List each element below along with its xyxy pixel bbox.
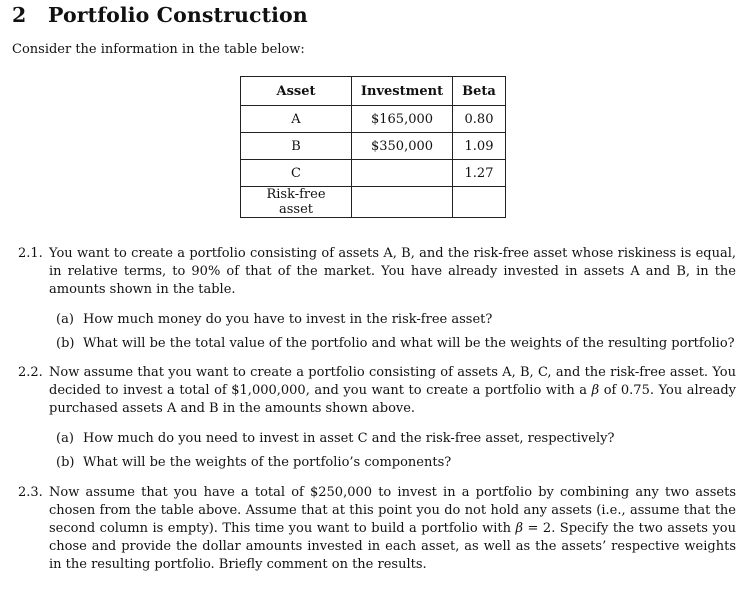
cell-beta: 1.09 (453, 133, 506, 160)
table-row (241, 106, 506, 133)
section-heading (12, 3, 308, 27)
subquestion-label: (b) (56, 336, 75, 351)
table-row (241, 160, 506, 187)
beta-equation: = 2 (523, 521, 552, 536)
section-title: Portfolio Construction (48, 3, 308, 27)
cell-investment: $165,000 (352, 106, 453, 133)
question-2-1-b (56, 335, 736, 353)
cell-beta: 0.80 (453, 106, 506, 133)
assets-table (240, 76, 506, 218)
question-number: 2.2. (18, 365, 43, 380)
header-investment: Investment (352, 77, 453, 106)
table-row (241, 133, 506, 160)
question-number: 2.1. (18, 246, 43, 261)
subquestion-label: (a) (56, 431, 74, 446)
cell-beta: 1.27 (453, 160, 506, 187)
cell-investment (352, 160, 453, 187)
cell-asset: C (241, 160, 352, 187)
question-number: 2.3. (18, 485, 43, 500)
cell-investment (352, 187, 453, 218)
text-segment: . Specify the two assets you chose and provide the dollar amounts invested in each asset, as well as the assets’ respective weights in the resulting portfolio. Briefly comment on the results. (49, 521, 736, 572)
question-text (49, 484, 736, 574)
subquestion-text: How much money do you have to invest in the risk-free asset? (83, 312, 493, 327)
subquestion-label: (b) (56, 455, 75, 470)
question-text (49, 364, 736, 418)
cell-asset: Risk-free asset (241, 187, 352, 218)
text-segment: Now assume that you have a total of $250,000 to invest in a portfolio by combining any two assets chosen from the table above. Assume that at this point you do not hold any assets (i.e., assume that the second column is empty). This time you want to build a portfolio with (49, 485, 736, 536)
question-2-2-b (56, 454, 736, 472)
header-asset: Asset (241, 77, 352, 106)
header-beta: Beta (453, 77, 506, 106)
subquestion-text: How much do you need to invest in asset C and the risk-free asset, respectively? (83, 431, 615, 446)
beta-symbol: β (591, 383, 600, 398)
question-2-3 (18, 484, 736, 574)
question-2-2 (18, 364, 736, 418)
question-text: You want to create a portfolio consisting of assets A, B, and the risk-free asset whose riskiness is equal, in relative terms, to 90% of that of the market. You have already invested in assets A and B, in the amounts shown in the table. (49, 246, 736, 297)
section-number: 2 (12, 3, 27, 27)
subquestion-label: (a) (56, 312, 74, 327)
cell-asset: B (241, 133, 352, 160)
subquestion-text: What will be the weights of the portfolio’s components? (83, 455, 452, 470)
cell-asset: A (241, 106, 352, 133)
cell-investment: $350,000 (352, 133, 453, 160)
text-segment: of 0.75. You already purchased assets A and B in the amounts shown above. (49, 383, 736, 416)
cell-beta (453, 187, 506, 218)
text-segment: Now assume that you want to create a portfolio consisting of assets A, B, C, and the risk-free asset. You decided to invest a total of $1,000,000, and you want to create a portfolio with a (49, 365, 736, 398)
subquestion-text: What will be the total value of the portfolio and what will be the weights of the resulting portfolio? (83, 336, 735, 351)
table-header-row (241, 77, 506, 106)
question-2-1-a (56, 311, 736, 329)
table-row (241, 187, 506, 218)
question-2-2-a (56, 430, 736, 448)
question-2-1 (18, 245, 736, 299)
intro-text: Consider the information in the table below: (12, 42, 305, 57)
beta-symbol: β (515, 521, 524, 536)
